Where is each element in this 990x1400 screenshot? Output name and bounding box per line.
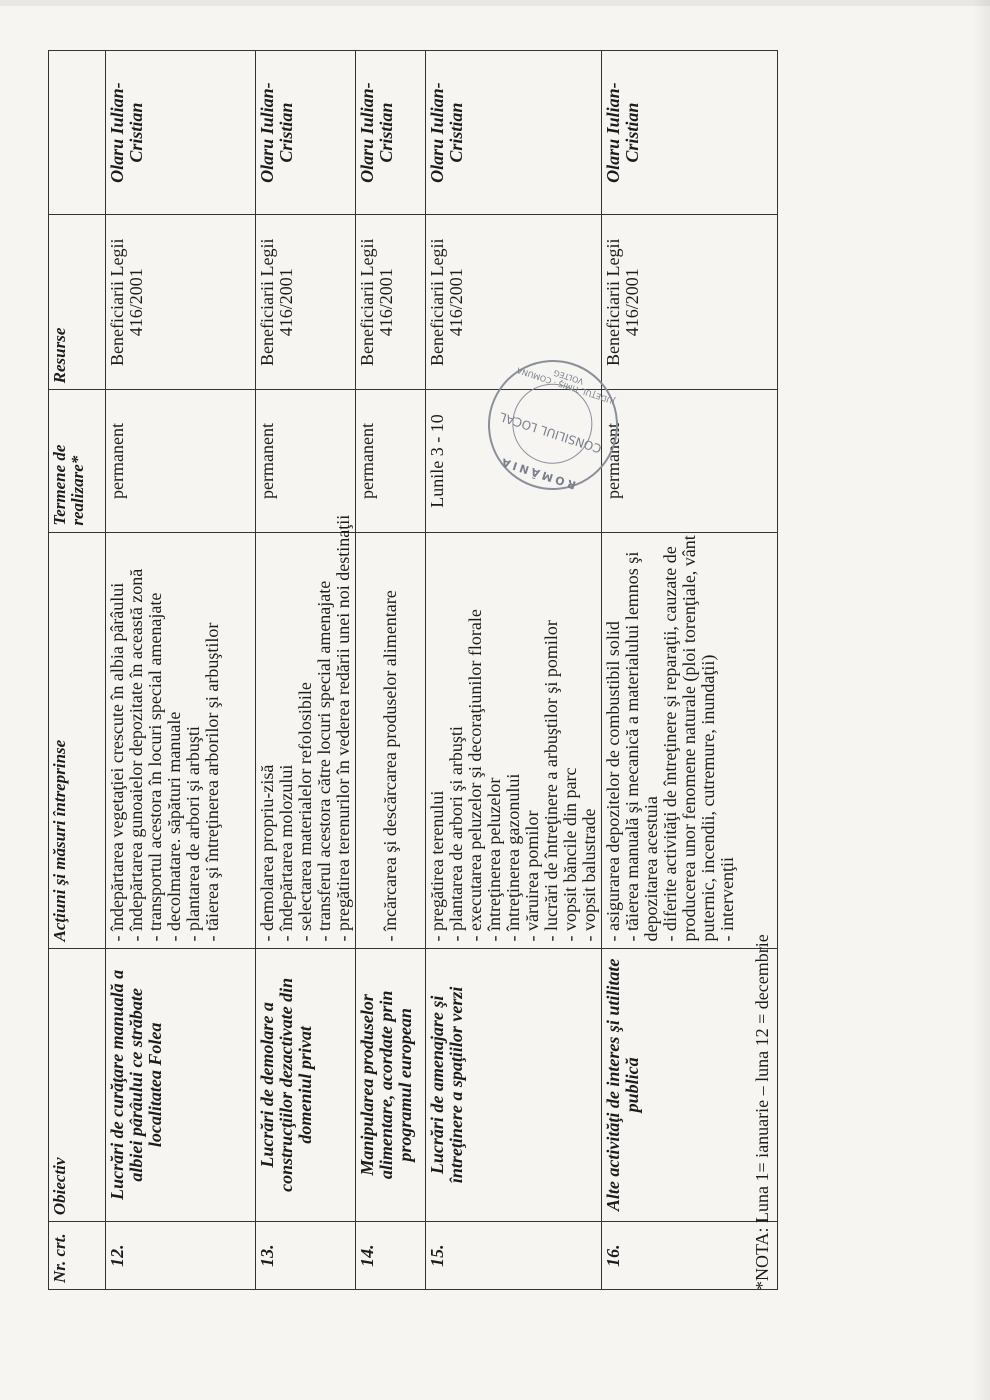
action-line: producerea unor fenomene naturale (ploi torenţiale, vânt bbox=[679, 535, 699, 942]
row-number: 15. bbox=[426, 1222, 602, 1290]
action-line: depozitarea acestuia bbox=[641, 796, 661, 942]
action-line: - îndepărtarea gunoaielor depozitate în această zonă bbox=[126, 568, 146, 942]
stamp-top-text: ROMÂNIA bbox=[497, 454, 578, 492]
header-responsabil bbox=[49, 51, 106, 215]
row-objective: Lucrări de curăţare manuală a albiei pârâului ce străbate localitatea Folea bbox=[106, 948, 256, 1222]
action-line: - selectarea materialelor refolosibile bbox=[295, 682, 315, 942]
row-actions bbox=[106, 532, 256, 948]
action-line: - pregătirea terenului bbox=[427, 790, 447, 942]
table-row bbox=[426, 51, 602, 1290]
action-line: - tăierea şi întreţinerea arborilor şi arbuştilor bbox=[202, 622, 222, 942]
table-row bbox=[356, 51, 426, 1290]
row-number: 14. bbox=[356, 1222, 426, 1290]
action-line: - executarea peluzelor şi decoraţiunilor florale bbox=[465, 609, 485, 942]
row-objective: Alte activităţi de interes şi utilitate publică bbox=[602, 948, 778, 1222]
action-line: - plantarea de arbori şi arbuşti bbox=[446, 726, 466, 942]
row-number: 12. bbox=[106, 1222, 256, 1290]
header-termene: Termene de realizare* bbox=[49, 390, 106, 532]
action-line: - decolmatare. săpături manuale bbox=[164, 711, 184, 942]
row-actions bbox=[602, 532, 778, 948]
action-line: - tăierea manuală şi mecanică a materialului lemnos şi bbox=[622, 551, 642, 942]
action-line: - plantarea de arbori şi arbuşti bbox=[183, 726, 203, 942]
row-resources: Beneficiarii Legii 416/2001 bbox=[106, 215, 256, 390]
page-shadow bbox=[972, 0, 990, 1400]
row-actions bbox=[256, 514, 356, 948]
action-line: - întreţinerea peluzelor bbox=[484, 777, 504, 942]
action-line: - încărcarea şi descărcarea produselor alimentare bbox=[380, 590, 400, 942]
stamp-center-text: CONSILIUL LOCAL bbox=[497, 409, 604, 456]
table-row bbox=[106, 51, 256, 1290]
rotated-document bbox=[48, 50, 772, 1290]
row-responsible: Olaru Iulian-Cristian bbox=[256, 51, 356, 215]
action-line: puternic, incendii, cutremure, inundaţii) bbox=[698, 654, 718, 942]
header-resurse: Resurse bbox=[49, 215, 106, 390]
table-header-row bbox=[49, 51, 106, 1290]
action-line: - diferite activităţi de întreţinere şi reparaţii, cauzate de bbox=[660, 546, 680, 942]
row-objective: Lucrări de amenajare şi întreţinere a spaţiilor verzi bbox=[426, 948, 602, 1222]
row-resources: Beneficiarii Legii 416/2001 bbox=[256, 215, 356, 390]
row-deadline: permanent bbox=[256, 390, 356, 532]
action-plan-table bbox=[48, 50, 778, 1290]
row-resources: Beneficiarii Legii 416/2001 bbox=[602, 215, 778, 390]
row-responsible: Olaru Iulian-Cristian bbox=[602, 51, 778, 215]
row-objective: Lucrări de demolare a construcţiilor dezactivate din domeniul privat bbox=[256, 948, 356, 1222]
row-objective: Manipularea produselor alimentare, acordate prin programul european bbox=[356, 948, 426, 1222]
header-nr: Nr. crt. bbox=[49, 1222, 106, 1290]
action-line: - intervenţii bbox=[717, 857, 737, 942]
row-deadline: permanent bbox=[106, 390, 256, 532]
row-responsible: Olaru Iulian-Cristian bbox=[356, 51, 426, 215]
action-line: - îndepărtarea vegetaţiei crescute în albia pârâului bbox=[107, 582, 127, 942]
action-line: - lucrări de întreţinere a arbuştilor şi pomilor bbox=[541, 620, 561, 942]
row-responsible: Olaru Iulian-Cristian bbox=[106, 51, 256, 215]
row-number: 16. bbox=[602, 1222, 778, 1290]
row-actions bbox=[426, 532, 602, 948]
page-top-edge bbox=[0, 0, 990, 6]
stamp-bottom-text: JUDEŢUL TIMIŞ · COMUNA VOLTEG bbox=[515, 365, 616, 406]
footnote: *NOTA: Luna 1= ianuarie – luna 12 = decembrie bbox=[752, 934, 772, 1290]
row-resources: Beneficiarii Legii 416/2001 bbox=[426, 215, 602, 390]
row-deadline: Lunile 3 - 10 bbox=[426, 390, 602, 532]
action-line: - transportul acestora în locuri special amenajate bbox=[145, 592, 165, 942]
action-line: - demolarea propriu-zisă bbox=[257, 764, 277, 942]
action-line: - vopsit băncile din parc bbox=[560, 767, 580, 942]
action-line: - transferul acestora către locuri special amenajate bbox=[314, 580, 334, 942]
table-row bbox=[256, 51, 356, 1290]
action-line: - îndepărtarea molozului bbox=[276, 764, 296, 942]
row-deadline: permanent bbox=[356, 390, 426, 532]
action-line: - întreţinerea gazonului bbox=[503, 773, 523, 942]
action-line: - vopsit balustrade bbox=[579, 808, 599, 942]
row-actions bbox=[356, 532, 426, 948]
row-number: 13. bbox=[256, 1222, 356, 1290]
action-line: - pregătirea terenurilor în vederea redării unei noi destinaţii bbox=[333, 514, 353, 942]
header-obiectiv: Obiectiv bbox=[49, 948, 106, 1222]
header-actiuni: Acţiuni şi măsuri întreprinse bbox=[49, 532, 106, 948]
action-line: - asigurarea depozitelor de combustibil solid bbox=[603, 621, 623, 942]
row-responsible: Olaru Iulian-Cristian bbox=[426, 51, 602, 215]
row-deadline: permanent bbox=[602, 390, 778, 532]
action-line: - văruirea pomilor bbox=[522, 810, 542, 942]
row-resources: Beneficiarii Legii 416/2001 bbox=[356, 215, 426, 390]
